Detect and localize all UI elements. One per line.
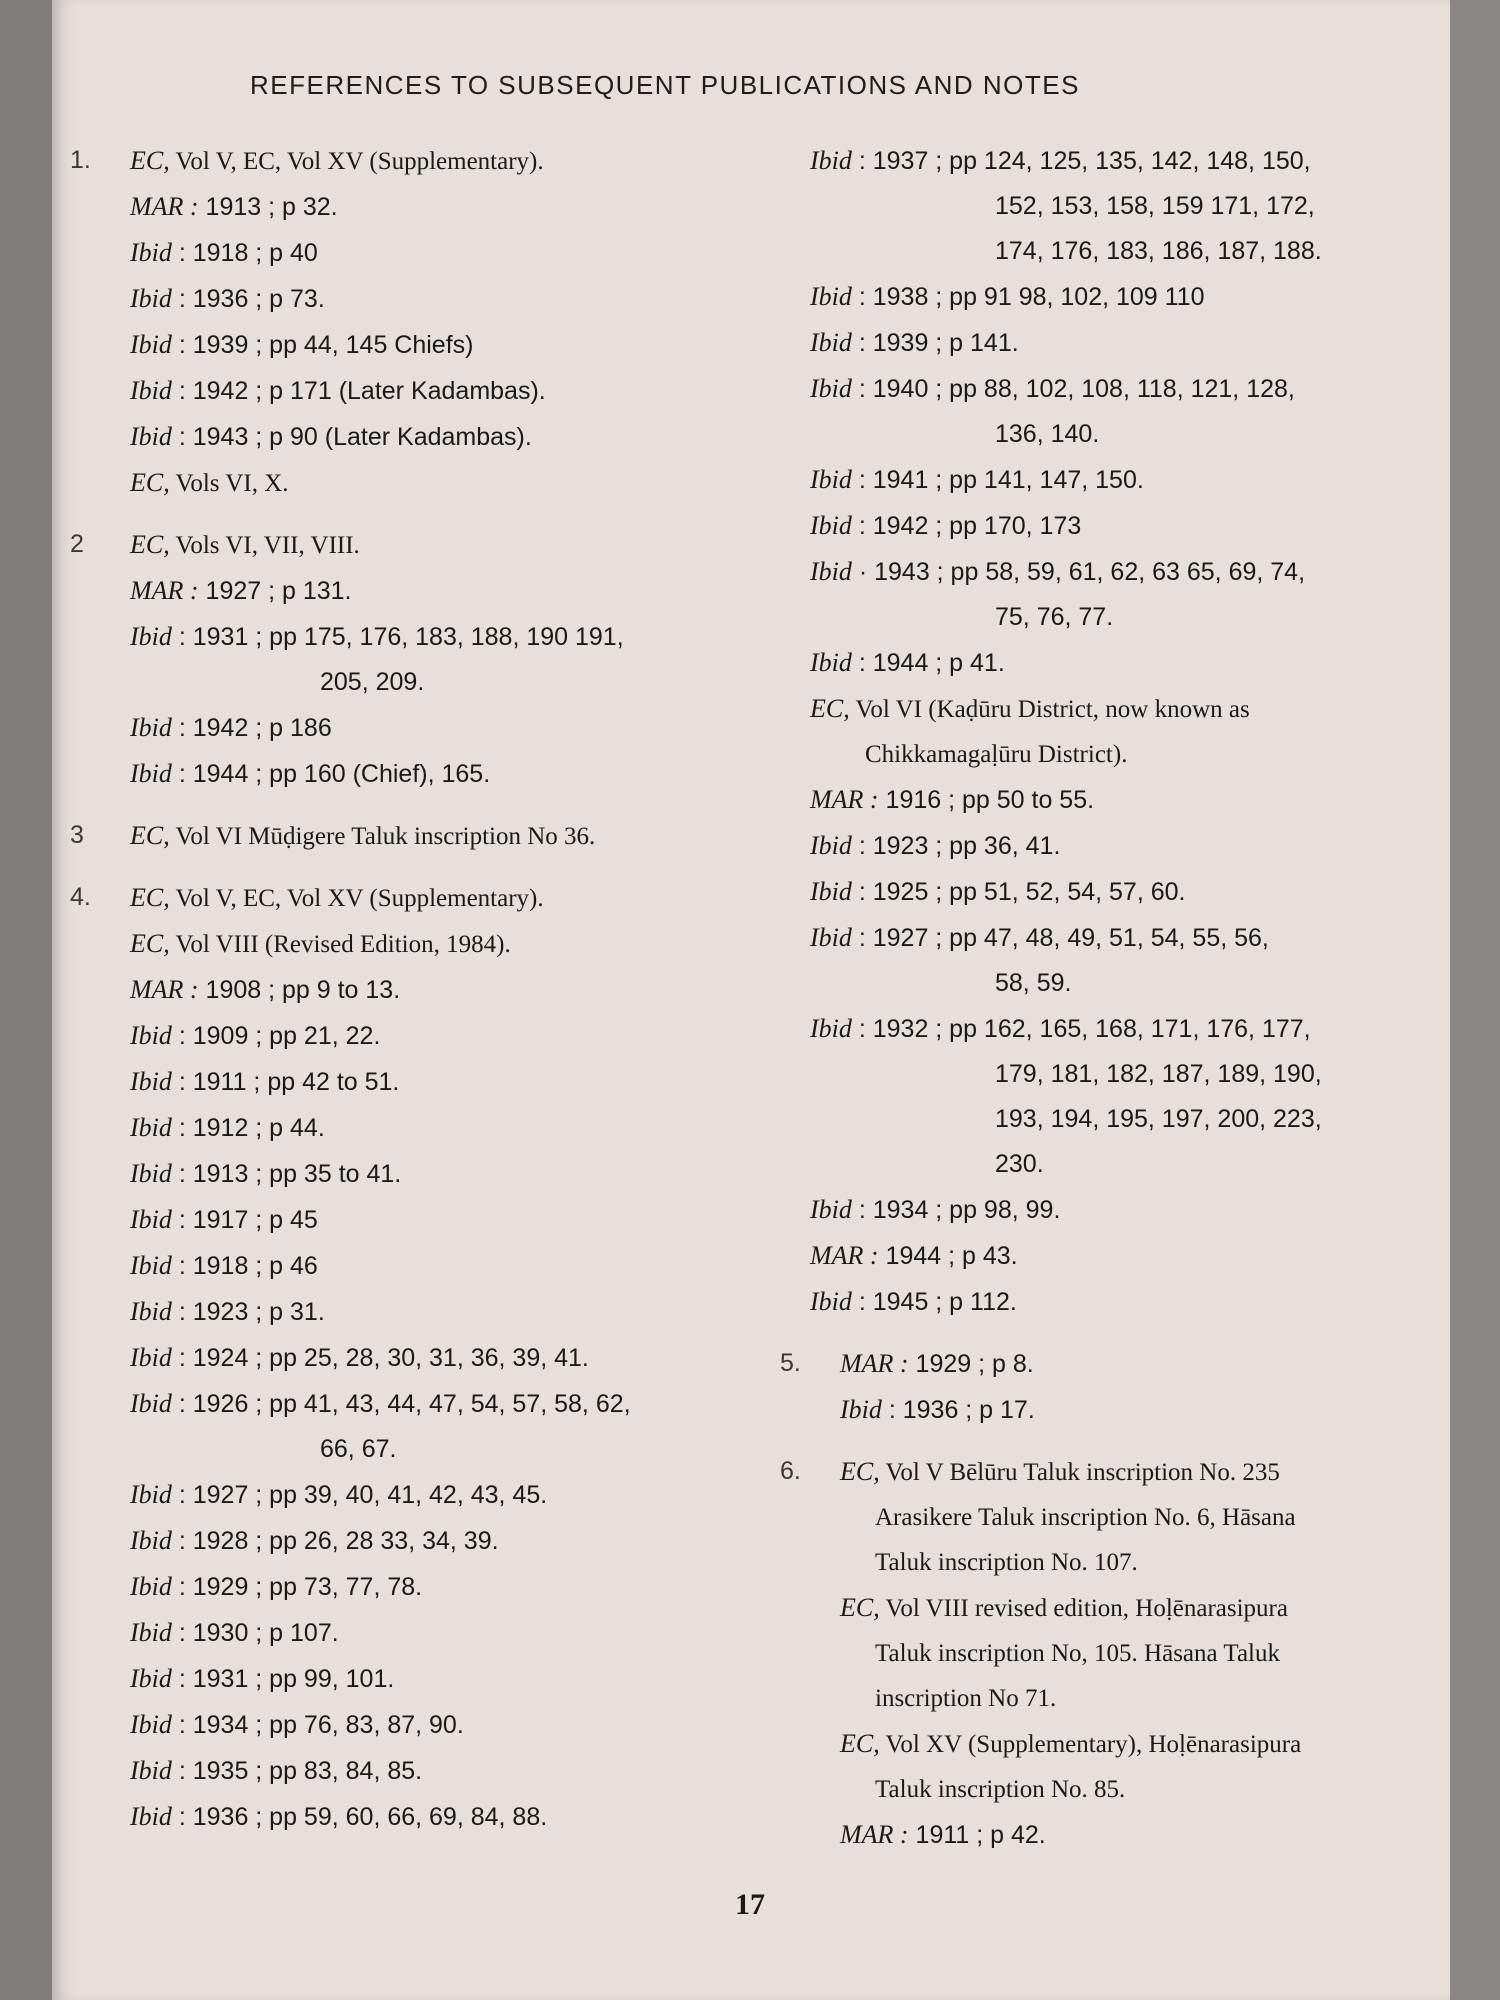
reference-text: 1913 ; p 32.	[198, 193, 338, 221]
source-abbrev: Ibid	[810, 557, 852, 586]
reference-line	[70, 1197, 750, 1243]
reference-text: Vol XV (Supplementary), Hoḷēnarasipura	[879, 1731, 1302, 1758]
source-abbrev: Ibid	[130, 1297, 172, 1326]
reference-line	[70, 322, 750, 368]
reference-line	[780, 1540, 1440, 1585]
reference-line	[70, 614, 750, 660]
reference-text: : 1930 ; p 107.	[171, 1619, 339, 1647]
source-abbrev: Ibid	[810, 1195, 852, 1224]
reference-text: : 1934 ; pp 76, 83, 87, 90.	[171, 1711, 464, 1739]
reference-line	[70, 1656, 750, 1702]
reference-text: inscription No 71.	[875, 1685, 1057, 1712]
reference-text: : 1939 ; p 141.	[851, 329, 1019, 357]
reference-entry	[70, 138, 750, 506]
source-abbrev: Ibid	[810, 465, 852, 494]
entry-number: 1.	[70, 146, 91, 174]
reference-text: : 1942 ; p 171 (Later Kadambas).	[171, 377, 546, 405]
source-abbrev: Ibid	[130, 376, 172, 405]
source-abbrev: Ibid	[810, 146, 852, 175]
reference-text: 152, 153, 158, 159 171, 172,	[995, 192, 1315, 220]
source-abbrev: Ibid	[130, 1021, 172, 1050]
source-abbrev: MAR :	[840, 1349, 909, 1378]
reference-text: Vol VIII (Revised Edition, 1984).	[169, 931, 511, 958]
reference-line	[70, 1610, 750, 1656]
source-abbrev: Ibid	[810, 282, 852, 311]
reference-line	[70, 1013, 750, 1059]
source-abbrev: Ibid	[840, 1395, 882, 1424]
reference-text: : 1927 ; pp 47, 48, 49, 51, 54, 55, 56,	[851, 924, 1269, 952]
reference-text: 1929 ; p 8.	[908, 1350, 1034, 1378]
source-abbrev: Ibid	[130, 1710, 172, 1739]
reference-text: Vol VIII revised edition, Hoḷēnarasipura	[879, 1595, 1288, 1622]
reference-line	[780, 457, 1440, 503]
reference-line	[780, 595, 1440, 640]
reference-line	[780, 1449, 1440, 1495]
source-abbrev: Ibid	[810, 328, 852, 357]
reference-line	[70, 813, 750, 859]
reference-text: 1911 ; p 42.	[908, 1821, 1046, 1849]
source-abbrev: Ibid	[130, 1067, 172, 1096]
reference-text: : 1929 ; pp 73, 77, 78.	[171, 1573, 423, 1601]
entry-number: 3	[70, 821, 84, 849]
reference-text: : 1945 ; p 112.	[851, 1288, 1017, 1316]
source-abbrev: Ibid	[130, 759, 172, 788]
source-abbrev: Ibid	[130, 284, 172, 313]
source-abbrev: Ibid	[130, 238, 172, 267]
source-abbrev: Ibid	[810, 877, 852, 906]
reference-line	[780, 1233, 1440, 1279]
reference-line	[70, 460, 750, 506]
entry-number: 6.	[780, 1457, 801, 1485]
source-abbrev: MAR :	[130, 975, 199, 1004]
reference-line	[70, 875, 750, 921]
reference-text: : 1911 ; pp 42 to 51.	[171, 1068, 400, 1096]
source-abbrev: Ibid	[810, 511, 852, 540]
reference-entry	[70, 813, 750, 859]
source-abbrev: EC,	[130, 146, 170, 175]
reference-line	[70, 1105, 750, 1151]
reference-entry	[780, 138, 1440, 1325]
reference-line	[780, 1495, 1440, 1540]
reference-line	[70, 921, 750, 967]
reference-text: : 1924 ; pp 25, 28, 30, 31, 36, 39, 41.	[171, 1344, 589, 1372]
reference-line	[780, 274, 1440, 320]
reference-text: 205, 209.	[320, 668, 425, 696]
reference-line	[70, 1518, 750, 1564]
reference-line	[70, 1151, 750, 1197]
reference-line	[780, 229, 1440, 274]
source-abbrev: Ibid	[810, 831, 852, 860]
reference-text: : 1931 ; pp 175, 176, 183, 188, 190 191,	[171, 623, 624, 651]
reference-line	[70, 1427, 750, 1472]
reference-line	[70, 276, 750, 322]
source-abbrev: MAR :	[130, 576, 199, 605]
reference-entry	[70, 522, 750, 797]
reference-line	[780, 138, 1440, 184]
reference-line	[780, 1767, 1440, 1812]
source-abbrev: Ibid	[130, 1113, 172, 1142]
reference-line	[780, 184, 1440, 229]
reference-text: 66, 67.	[320, 1435, 397, 1463]
source-abbrev: Ibid	[130, 1618, 172, 1647]
reference-line	[780, 1187, 1440, 1233]
reference-text: 179, 181, 182, 187, 189, 190,	[995, 1060, 1322, 1088]
source-abbrev: Ibid	[810, 374, 852, 403]
reference-text: : 1938 ; pp 91 98, 102, 109 110	[851, 283, 1205, 311]
reference-line	[70, 1702, 750, 1748]
source-abbrev: Ibid	[130, 1343, 172, 1372]
source-abbrev: Ibid	[130, 1802, 172, 1831]
reference-text: : 1931 ; pp 99, 101.	[171, 1665, 395, 1693]
reference-line	[780, 915, 1440, 961]
source-abbrev: Ibid	[810, 648, 852, 677]
source-abbrev: Ibid	[130, 1664, 172, 1693]
reference-line	[70, 414, 750, 460]
reference-text: : 1940 ; pp 88, 102, 108, 118, 121, 128,	[851, 375, 1295, 403]
source-abbrev: Ibid	[130, 1480, 172, 1509]
reference-text: : 1937 ; pp 124, 125, 135, 142, 148, 150,	[851, 147, 1311, 175]
reference-line	[780, 777, 1440, 823]
page-title: REFERENCES TO SUBSEQUENT PUBLICATIONS AND NOTES	[250, 70, 1080, 100]
reference-line	[70, 368, 750, 414]
reference-entry	[780, 1449, 1440, 1858]
reference-line	[780, 732, 1440, 777]
reference-text: : 1935 ; pp 83, 84, 85.	[171, 1757, 423, 1785]
reference-text: : 1943 ; p 90 (Later Kadambas).	[171, 423, 532, 451]
reference-line	[780, 1812, 1440, 1858]
reference-line	[70, 1243, 750, 1289]
reference-text: : 1912 ; p 44.	[171, 1114, 325, 1142]
reference-line	[70, 967, 750, 1013]
source-abbrev: EC,	[130, 883, 170, 912]
reference-line	[780, 686, 1440, 732]
reference-line	[780, 1721, 1440, 1767]
reference-line	[780, 503, 1440, 549]
reference-text: : 1939 ; pp 44, 145 Chiefs)	[171, 331, 474, 359]
source-abbrev: MAR :	[810, 1241, 879, 1270]
reference-text: : 1944 ; pp 160 (Chief), 165.	[171, 760, 491, 788]
reference-text: 174, 176, 183, 186, 187, 188.	[995, 237, 1322, 265]
reference-text: : 1932 ; pp 162, 165, 168, 171, 176, 177,	[851, 1015, 1311, 1043]
page-edge	[1450, 0, 1500, 2000]
left-column	[70, 138, 750, 1856]
reference-line	[780, 1631, 1440, 1676]
reference-text: Vol VI (Kaḍūru District, now known as	[849, 696, 1250, 723]
reference-line	[70, 522, 750, 568]
source-abbrev: Ibid	[130, 1205, 172, 1234]
source-abbrev: EC,	[840, 1593, 880, 1622]
reference-text: : 1913 ; pp 35 to 41.	[171, 1160, 402, 1188]
reference-text: Vol V Bēlūru Taluk inscription No. 235	[879, 1459, 1280, 1486]
source-abbrev: EC,	[810, 694, 850, 723]
reference-text: : 1918 ; p 40	[171, 239, 318, 267]
reference-text: : 1942 ; pp 170, 173	[851, 512, 1082, 540]
reference-text: : 1923 ; p 31.	[171, 1298, 325, 1326]
source-abbrev: MAR :	[810, 785, 879, 814]
reference-text: : 1923 ; pp 36, 41.	[851, 832, 1061, 860]
source-abbrev: Ibid	[130, 1572, 172, 1601]
reference-text: : 1925 ; pp 51, 52, 54, 57, 60.	[851, 878, 1186, 906]
source-abbrev: EC,	[130, 821, 170, 850]
source-abbrev: Ibid	[130, 1159, 172, 1188]
reference-line	[70, 705, 750, 751]
reference-line	[780, 412, 1440, 457]
reference-text: Vol VI Mūḍigere Taluk inscription No 36.	[169, 823, 596, 850]
reference-line	[780, 366, 1440, 412]
reference-line	[780, 320, 1440, 366]
reference-text: : 1936 ; pp 59, 60, 66, 69, 84, 88.	[171, 1803, 548, 1831]
source-abbrev: Ibid	[810, 1014, 852, 1043]
source-abbrev: Ibid	[130, 330, 172, 359]
source-abbrev: Ibid	[130, 713, 172, 742]
reference-text: : 1944 ; p 41.	[851, 649, 1005, 677]
reference-line	[780, 1279, 1440, 1325]
reference-text: 193, 194, 195, 197, 200, 223,	[995, 1105, 1322, 1133]
reference-line	[70, 1335, 750, 1381]
source-abbrev: Ibid	[130, 622, 172, 651]
reference-text: Chikkamagaḷūru District).	[865, 741, 1128, 768]
reference-line	[70, 568, 750, 614]
source-abbrev: EC,	[130, 468, 170, 497]
reference-line	[780, 1341, 1440, 1387]
reference-line	[780, 1097, 1440, 1142]
reference-text: : 1917 ; p 45	[171, 1206, 318, 1234]
reference-line	[70, 1748, 750, 1794]
reference-line	[70, 230, 750, 276]
source-abbrev: Ibid	[130, 422, 172, 451]
reference-text: : 1942 ; p 186	[171, 714, 332, 742]
right-column	[780, 138, 1440, 1874]
reference-text: : 1936 ; p 73.	[171, 285, 325, 313]
reference-text: 75, 76, 77.	[995, 603, 1114, 631]
source-abbrev: EC,	[130, 929, 170, 958]
source-abbrev: Ibid	[810, 923, 852, 952]
reference-text: 1908 ; pp 9 to 13.	[198, 976, 401, 1004]
reference-text: Taluk inscription No. 85.	[875, 1776, 1126, 1803]
reference-text: Taluk inscription No, 105. Hāsana Taluk	[875, 1640, 1280, 1667]
reference-text: : 1941 ; pp 141, 147, 150.	[851, 466, 1144, 494]
reference-text: : 1909 ; pp 21, 22.	[171, 1022, 381, 1050]
entry-number: 5.	[780, 1349, 801, 1377]
reference-text: 1944 ; p 43.	[878, 1242, 1018, 1270]
reference-line	[70, 1564, 750, 1610]
reference-text: Vols VI, X.	[169, 470, 289, 497]
reference-text: Vol V, EC, Vol XV (Supplementary).	[169, 885, 544, 912]
reference-text: Taluk inscription No. 107.	[875, 1549, 1138, 1576]
source-abbrev: Ibid	[130, 1389, 172, 1418]
reference-line	[780, 640, 1440, 686]
reference-line	[780, 549, 1440, 595]
reference-text: · 1943 ; pp 58, 59, 61, 62, 63 65, 69, 74,	[851, 558, 1306, 586]
reference-entry	[780, 1341, 1440, 1433]
entry-number: 4.	[70, 883, 91, 911]
reference-line	[780, 961, 1440, 1006]
reference-line	[70, 1472, 750, 1518]
reference-line	[70, 138, 750, 184]
reference-line	[780, 1585, 1440, 1631]
reference-line	[780, 1676, 1440, 1721]
reference-line	[780, 1052, 1440, 1097]
reference-text: 1916 ; pp 50 to 55.	[878, 786, 1095, 814]
page-number: 17	[735, 1888, 765, 1921]
reference-text: : 1927 ; pp 39, 40, 41, 42, 43, 45.	[171, 1481, 548, 1509]
entry-number: 2	[70, 530, 84, 558]
source-abbrev: EC,	[130, 530, 170, 559]
reference-line	[70, 1381, 750, 1427]
reference-text: Vol V, EC, Vol XV (Supplementary).	[169, 148, 544, 175]
reference-text: : 1926 ; pp 41, 43, 44, 47, 54, 57, 58, 62,	[171, 1390, 631, 1418]
source-abbrev: Ibid	[810, 1287, 852, 1316]
reference-line	[70, 1289, 750, 1335]
reference-text: 1927 ; p 131.	[198, 577, 352, 605]
source-abbrev: EC,	[840, 1457, 880, 1486]
source-abbrev: MAR :	[130, 192, 199, 221]
reference-line	[780, 823, 1440, 869]
reference-line	[780, 1006, 1440, 1052]
source-abbrev: Ibid	[130, 1251, 172, 1280]
source-abbrev: MAR :	[840, 1820, 909, 1849]
source-abbrev: EC,	[840, 1729, 880, 1758]
reference-line	[780, 1142, 1440, 1187]
reference-text: 230.	[995, 1150, 1044, 1178]
reference-line	[780, 869, 1440, 915]
reference-line	[70, 1794, 750, 1840]
reference-line	[70, 1059, 750, 1105]
reference-text: : 1934 ; pp 98, 99.	[851, 1196, 1061, 1224]
reference-line	[70, 751, 750, 797]
reference-text: Vols VI, VII, VIII.	[169, 532, 360, 559]
reference-entry	[70, 875, 750, 1840]
reference-line	[70, 184, 750, 230]
reference-line	[70, 660, 750, 705]
reference-text: : 1936 ; p 17.	[881, 1396, 1035, 1424]
source-abbrev: Ibid	[130, 1756, 172, 1785]
reference-text: 136, 140.	[995, 420, 1100, 448]
source-abbrev: Ibid	[130, 1526, 172, 1555]
reference-line	[780, 1387, 1440, 1433]
reference-text: : 1918 ; p 46	[171, 1252, 318, 1280]
reference-text: Arasikere Taluk inscription No. 6, Hāsana	[875, 1504, 1296, 1531]
reference-text: 58, 59.	[995, 969, 1072, 997]
reference-text: : 1928 ; pp 26, 28 33, 34, 39.	[171, 1527, 499, 1555]
